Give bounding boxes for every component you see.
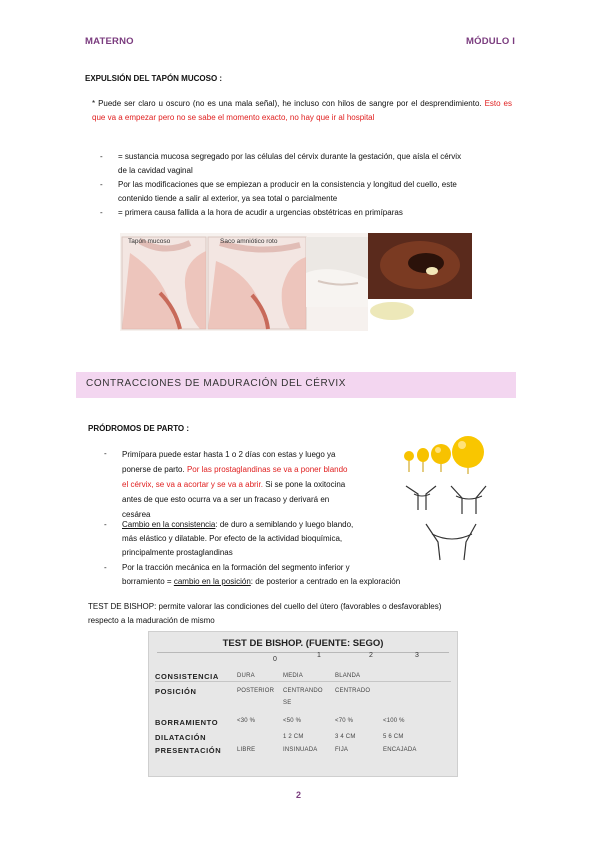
- bullet-line: Si se pone la oxitocina: [265, 480, 346, 489]
- page-number: 2: [296, 790, 302, 800]
- section-band-title: CONTRACCIONES DE MADURACIÓN DEL CÉRVIX: [86, 378, 347, 389]
- label-tapon-mucoso: Tapón mucoso: [128, 238, 171, 245]
- bullet-line: borramiento =: [122, 577, 172, 586]
- bullet-line: Por las modificaciones que se empiezan a producir en la consistencia y longitud del cuello, este: [118, 180, 457, 189]
- bullet-line: más elástico y dilatable. Por efecto de la actividad bioquímica,: [122, 534, 343, 543]
- row-label-dilatacion: DILATACIÓN: [155, 733, 207, 742]
- table-cell: 3 4 CM: [335, 734, 356, 740]
- bishop-table-title: TEST DE BISHOP. (FUENTE: SEGO): [222, 638, 384, 649]
- table-cell: MEDIA: [283, 673, 304, 679]
- table-cell: <30 %: [237, 718, 256, 724]
- bullet-line: = primera causa fallida a la hora de acudir a urgencias obstétricas en primíparas: [118, 208, 403, 217]
- col-header: 3: [415, 652, 419, 659]
- anatomy-illustration: [120, 233, 472, 331]
- table-cell: 5 6 CM: [383, 734, 404, 740]
- bullet-item: - Primípara puede estar hasta 1 o 2 días con estas y luego ya ponerse de parto. Por las prostaglandinas se va a poner blando el cérvix, se va a acortar y se va a abrir. Si se pone la oxitocina antes de que esto ocurra va a ser un fracaso y derivará en cesárea: [104, 449, 348, 519]
- underlined-term: Cambio en la consistencia: [122, 520, 216, 529]
- row-label-presentacion: PRESENTACIÓN: [155, 746, 222, 755]
- bullet-item: - Por la tracción mecánica en la formación del segmento inferior y borramiento = cambio en la posición: de posterior a centrado en la exploración: [104, 563, 401, 586]
- bullet-line: : de duro a semiblando y luego blando,: [215, 520, 354, 529]
- bullet-item: - = sustancia mucosa segregado por las células del cérvix durante la gestación, que aísla el cérvix de la cavidad vaginal: [100, 152, 462, 175]
- bullet-item: - Cambio en la consistencia: de duro a semiblando y luego blando, más elástico y dilatable. Por efecto de la actividad bioquímica, principalmente prostaglandinas: [104, 520, 354, 557]
- underlined-term: cambio en la posición: [173, 577, 251, 586]
- section-title-tapon: EXPULSIÓN DEL TAPÓN MUCOSO :: [85, 74, 223, 83]
- table-cell: FIJA: [335, 747, 349, 753]
- bullet-item: - Por las modificaciones que se empiezan a producir en la consistencia y longitud del cuello, este contenido tiende a salir al exterior, ya sea total o parcialmente: [100, 180, 457, 203]
- section-title-prodromos: PRÓDROMOS DE PARTO :: [88, 424, 190, 433]
- col-header: 2: [369, 652, 373, 659]
- bishop-table: [148, 631, 458, 777]
- bishop-line: respecto a la maduración de mismo: [88, 616, 215, 625]
- row-label-borramiento: BORRAMIENTO: [155, 718, 219, 727]
- table-cell: BLANDA: [335, 673, 361, 679]
- balloons-cervix-icon: [396, 432, 496, 570]
- bullet-line: Por la tracción mecánica en la formación del segmento inferior y: [122, 563, 350, 572]
- table-cell: CENTRADO: [335, 688, 371, 694]
- table-cell: POSTERIOR: [237, 688, 275, 694]
- table-cell: DURA: [237, 673, 255, 679]
- figure-tapon-mucoso: [120, 233, 472, 331]
- label-saco-amniotico: Saco amniótico roto: [220, 238, 278, 245]
- bullet-line: antes de que esto ocurra va a ser un fracaso y derivará en: [122, 495, 330, 504]
- bullet-line: de la cavidad vaginal: [118, 166, 193, 175]
- bullet-line: ponerse de parto.: [122, 465, 185, 474]
- table-cell: <100 %: [383, 718, 405, 724]
- bullet-line: cesárea: [122, 510, 151, 519]
- table-cell: <50 %: [283, 718, 302, 724]
- tapon-description: [92, 97, 512, 125]
- bullet-line: contenido tiende a salir al exterior, ya sea total o parcialmente: [118, 194, 338, 203]
- table-cell: <70 %: [335, 718, 354, 724]
- bullet-line: : de posterior a centrado en la exploración: [250, 577, 401, 586]
- row-label-consistencia: CONSISTENCIA: [155, 672, 219, 681]
- bullet-line: = sustancia mucosa segregado por las células del cérvix durante la gestación, que aísla el cérvix: [118, 152, 462, 161]
- bishop-line: TEST DE BISHOP: permite valorar las condiciones del cuello del útero (favorables o desfavorables): [88, 602, 442, 611]
- bullet-line: Primípara puede estar hasta 1 o 2 días con estas y luego ya: [122, 450, 336, 459]
- row-label-posicion: POSICIÓN: [155, 687, 197, 696]
- tapon-text: * Puede ser claro u oscuro (no es una mala señal), he incluso con hilos de sangre por el desprendimiento.: [92, 99, 482, 108]
- table-cell: CENTRANDO: [283, 688, 323, 694]
- table-cell: 1 2 CM: [283, 734, 304, 740]
- bullet-item: - = primera causa fallida a la hora de acudir a urgencias obstétricas en primíparas: [100, 208, 403, 217]
- table-cell: INSINUADA: [283, 747, 318, 753]
- table-cell: LIBRE: [237, 747, 256, 753]
- bullet-red-text: el cérvix, se va a acortar y se va a abrir.: [122, 480, 263, 489]
- tapon-warning-text: Esto es que va a empezar pero no se sabe el momento exacto, no hay que ir al hospital: [92, 99, 512, 122]
- header-left: MATERNO: [85, 36, 134, 47]
- bullet-line: principalmente prostaglandinas: [122, 548, 233, 557]
- bullet-red-text: Por las prostaglandinas se va a poner blando: [186, 465, 348, 474]
- header-right: MÓDULO I: [466, 36, 516, 47]
- table-cell: SE: [283, 700, 292, 706]
- col-header: 1: [317, 652, 321, 659]
- cervix-illustration: [396, 432, 496, 570]
- bishop-description: [88, 600, 528, 628]
- table-cell: ENCAJADA: [383, 747, 417, 753]
- col-header: 0: [273, 656, 277, 663]
